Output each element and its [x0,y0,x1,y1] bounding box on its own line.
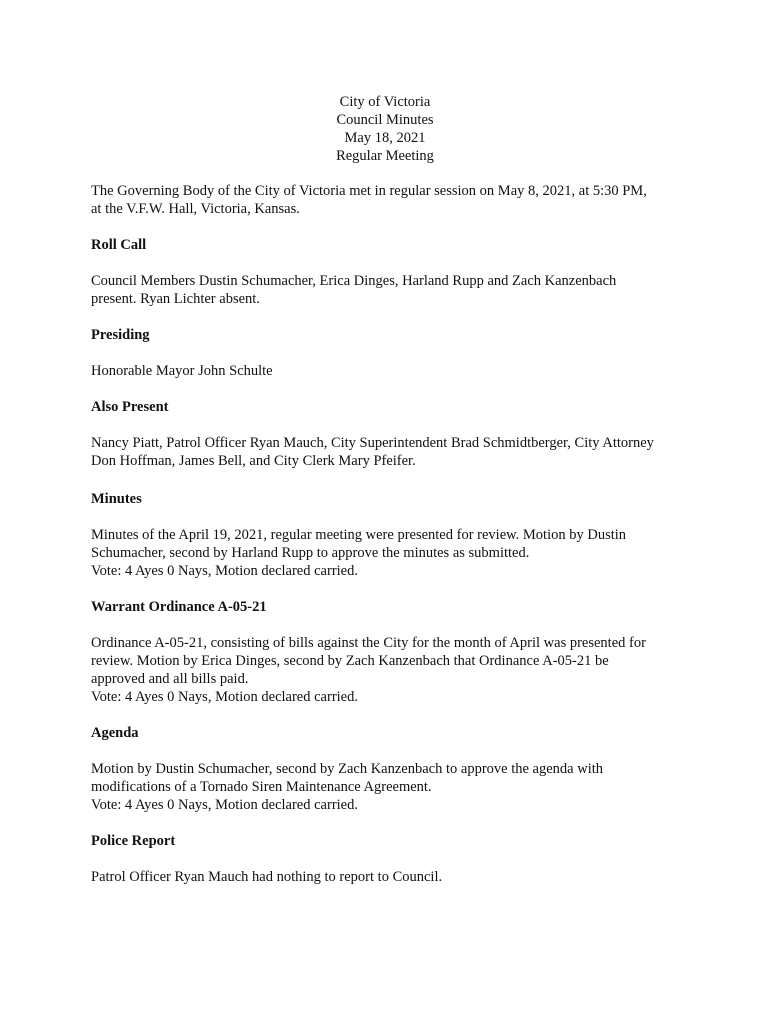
minutes-line: Minutes of the April 19, 2021, regular meeting were presented for review. Motion by Dustin [91,527,627,543]
document-body [91,182,691,904]
minutes-heading: Minutes [91,491,142,507]
presiding-line: Honorable Mayor John Schulte [91,363,273,379]
roll-call-paragraph [91,272,691,308]
minutes-vote-line: Vote: 4 Ayes 0 Nays, Motion declared carried. [91,563,358,579]
police-report-heading: Police Report [91,833,176,849]
roll-call-line: present. Ryan Lichter absent. [91,291,260,307]
intro-paragraph [91,182,691,218]
warrant-line: approved and all bills paid. [91,671,249,687]
document-header [0,93,770,165]
meeting-type: Regular Meeting [336,148,434,164]
warrant-ordinance-paragraph [91,634,691,706]
document-type: Council Minutes [336,112,434,128]
presiding-paragraph [91,362,691,380]
agenda-vote-line: Vote: 4 Ayes 0 Nays, Motion declared carried. [91,797,358,813]
agenda-paragraph [91,760,691,814]
minutes-line: Schumacher, second by Harland Rupp to approve the minutes as submitted. [91,545,530,561]
warrant-ordinance-heading: Warrant Ordinance A-05-21 [91,599,267,615]
intro-line: at the V.F.W. Hall, Victoria, Kansas. [91,201,300,217]
minutes-paragraph [91,526,691,580]
agenda-line: modifications of a Tornado Siren Maintenance Agreement. [91,779,432,795]
roll-call-heading: Roll Call [91,237,147,253]
roll-call-line: Council Members Dustin Schumacher, Erica Dinges, Harland Rupp and Zach Kanzenbach [91,273,617,289]
warrant-line: Ordinance A-05-21, consisting of bills against the City for the month of April was presented for [91,635,646,651]
also-present-heading: Also Present [91,399,169,415]
presiding-heading: Presiding [91,327,150,343]
meeting-date: May 18, 2021 [344,130,426,146]
also-present-line: Nancy Piatt, Patrol Officer Ryan Mauch, City Superintendent Brad Schmidtberger, City Attorney [91,435,654,451]
police-report-paragraph [91,868,691,886]
also-present-line: Don Hoffman, James Bell, and City Clerk Mary Pfeifer. [91,453,416,469]
warrant-line: review. Motion by Erica Dinges, second by Zach Kanzenbach that Ordinance A-05-21 be [91,653,609,669]
agenda-line: Motion by Dustin Schumacher, second by Zach Kanzenbach to approve the agenda with [91,761,604,777]
city-name: City of Victoria [339,94,431,110]
warrant-vote-line: Vote: 4 Ayes 0 Nays, Motion declared carried. [91,689,358,705]
intro-line: The Governing Body of the City of Victoria met in regular session on May 8, 2021, at 5:30 PM, [91,183,647,199]
police-report-line: Patrol Officer Ryan Mauch had nothing to report to Council. [91,869,443,885]
agenda-heading: Agenda [91,725,139,741]
also-present-paragraph [91,434,691,470]
